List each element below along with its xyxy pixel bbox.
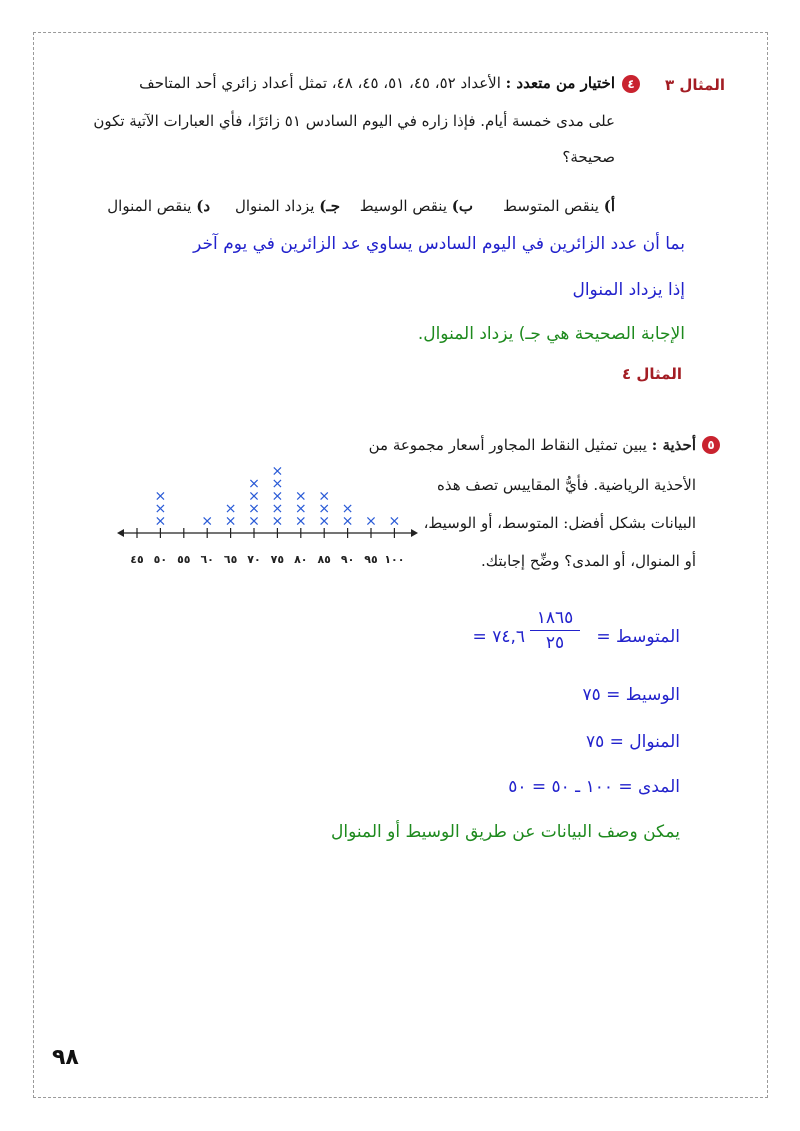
data-point-x <box>321 492 328 499</box>
data-point-x <box>274 517 281 524</box>
answer-line-3: الإجابة الصحيحة هي جـ) يزداد المنوال. <box>417 324 685 344</box>
option-a: أ) ينقص المتوسط <box>503 197 615 215</box>
data-point-x <box>321 505 328 512</box>
data-point-x <box>157 505 164 512</box>
data-point-x <box>297 517 304 524</box>
option-c: جـ) يزداد المنوال <box>234 197 340 215</box>
range-line: المدى = ١٠٠ ـ ٥٠ = ٥٠ <box>508 777 680 797</box>
fraction-bar <box>530 630 580 631</box>
mean-numerator: ١٨٦٥ <box>536 608 574 628</box>
data-point-x <box>274 480 281 487</box>
mean-value: = ٧٤,٦ <box>472 627 525 647</box>
option-b: ب) ينقص الوسيط <box>359 197 473 215</box>
example3-label: المثال ٣ <box>665 76 725 94</box>
data-point-x <box>204 517 211 524</box>
mean-fraction <box>530 608 580 653</box>
page-number: ٩٨ <box>52 1045 79 1070</box>
question-text: الأعداد ٥٢، ٤٥، ٥١، ٤٥، ٤٨، تمثل أعداد زائري أحد المتاحف <box>139 74 501 92</box>
tick-label: ٧٠ <box>247 553 261 566</box>
tick-label: ٦٥ <box>223 553 238 566</box>
tick-label: ٨٥ <box>317 553 331 566</box>
tick-label: ٧٥ <box>270 553 285 566</box>
data-point-x <box>274 492 281 499</box>
mean-denominator: ٢٥ <box>545 633 565 653</box>
shoes-line-3: البيانات بشكل أفضل: المتوسط، أو الوسيط، <box>423 514 696 532</box>
data-point-x <box>321 517 328 524</box>
shoes-line-1: أحذية : يبين تمثيل النقاط المجاور أسعار مجموعة من <box>368 436 696 454</box>
data-point-x <box>344 505 351 512</box>
data-point-x <box>367 517 374 524</box>
axis-arrow-right <box>411 529 418 537</box>
question-title: اختيار من متعدد : <box>505 74 615 92</box>
question-number-badge-2: ٥ <box>702 436 720 454</box>
data-point-x <box>344 517 351 524</box>
tick-label: ٩٥ <box>364 553 378 566</box>
data-point-x <box>274 505 281 512</box>
tick-label: ٥٠ <box>153 553 168 566</box>
tick-label: ٥٥ <box>177 553 191 566</box>
data-point-x <box>297 505 304 512</box>
axis-arrow-left <box>117 529 124 537</box>
option-d: د) ينقص المنوال <box>107 197 210 215</box>
answer-line-1: بما أن عدد الزائرين في اليوم السادس يساوي عد الزائرين في يوم آخر <box>193 234 685 254</box>
data-point-x <box>157 492 164 499</box>
tick-label: ٩٠ <box>340 553 355 566</box>
data-point-x <box>250 480 257 487</box>
mode-line: المنوال = ٧٥ <box>585 732 680 752</box>
median-line: الوسيط = ٧٥ <box>582 685 680 705</box>
mean-label: المتوسط = <box>596 627 680 647</box>
data-point-x <box>250 517 257 524</box>
data-point-x <box>227 505 234 512</box>
question-line-2: على مدى خمسة أيام. فإذا زاره في اليوم السادس ٥١ زائرًا، فأي العبارات الآتية تكون <box>93 112 615 130</box>
answer-line-2: إذا يزداد المنوال <box>572 280 685 300</box>
data-point-x <box>250 492 257 499</box>
data-point-x <box>274 467 281 474</box>
tick-label: ٤٥ <box>130 553 144 566</box>
conclusion-line: يمكن وصف البيانات عن طريق الوسيط أو المنوال <box>331 822 680 842</box>
tick-label: ١٠٠ <box>384 553 405 566</box>
question-line-3: صحيحة؟ <box>562 148 615 166</box>
question-line-1 <box>139 74 615 92</box>
data-point-x <box>227 517 234 524</box>
example4-label: المثال ٤ <box>622 365 682 383</box>
tick-label: ٨٠ <box>294 553 308 566</box>
shoes-title: أحذية : <box>651 436 696 454</box>
dot-plot-chart <box>115 445 420 575</box>
data-point-x <box>250 505 257 512</box>
shoes-line-2: الأحذية الرياضية. فأيُّ المقاييس تصف هذه <box>437 476 696 494</box>
shoes-line-4: أو المنوال، أو المدى؟ وضِّح إجابتك. <box>480 552 696 570</box>
data-point-x <box>297 492 304 499</box>
data-point-x <box>391 517 398 524</box>
question-number-badge: ٤ <box>622 75 640 93</box>
tick-label: ٦٠ <box>200 553 214 566</box>
data-point-x <box>157 517 164 524</box>
